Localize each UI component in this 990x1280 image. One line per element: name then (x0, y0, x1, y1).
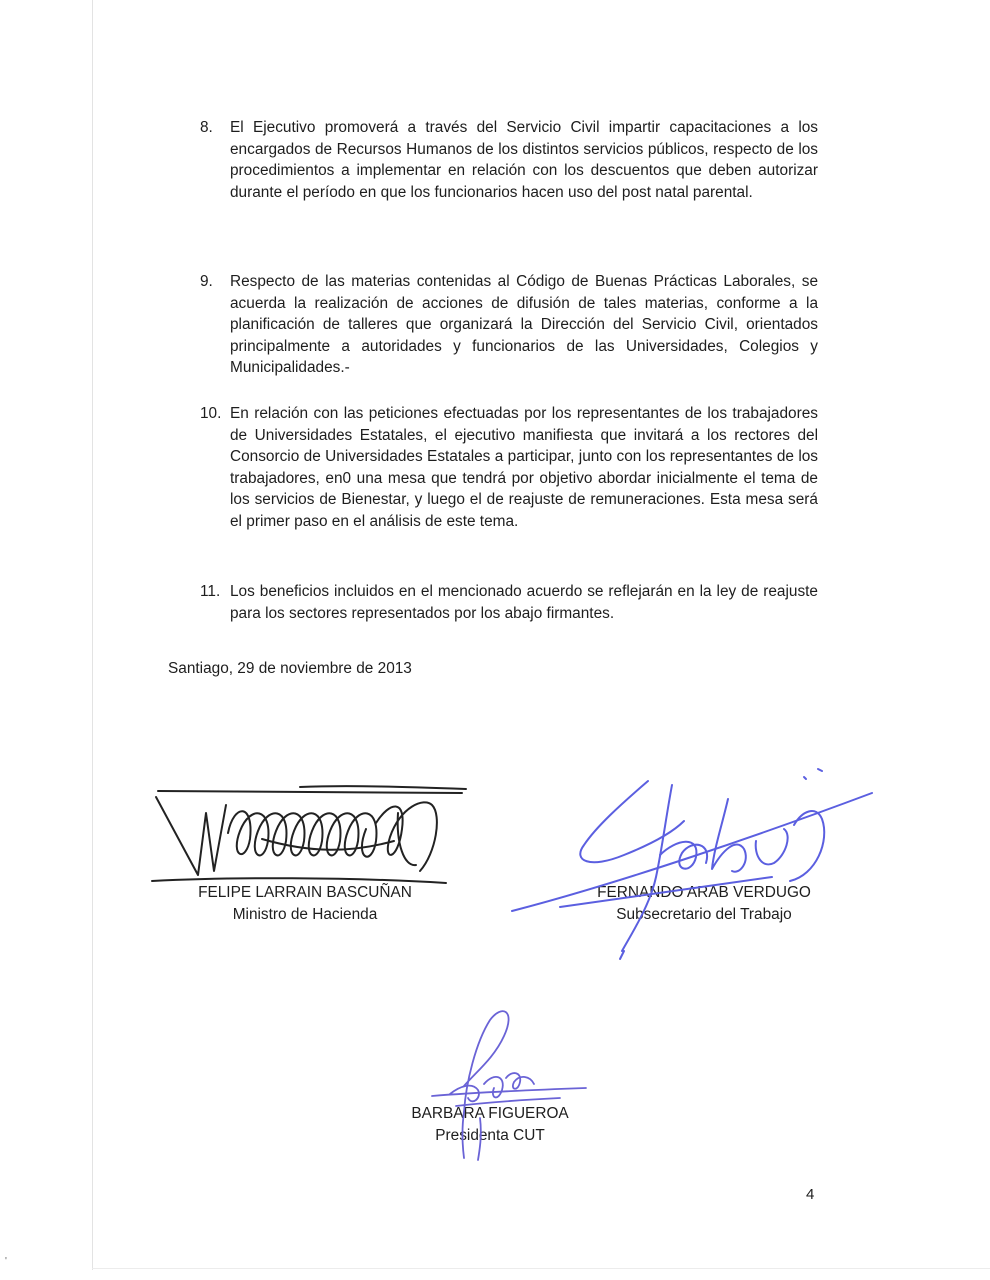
list-item (200, 117, 818, 203)
signatory-title: Subsecretario del Trabajo (616, 906, 792, 923)
signature-arab (500, 765, 880, 965)
signature-larrain (150, 783, 470, 888)
signatory-name: FERNANDO ARAB VERDUGO (597, 884, 811, 901)
item-text: Los beneficios incluidos en el mencionado acuerdo se reflejarán en la ley de reajuste para los sectores representados por los abajo firmantes. (230, 583, 818, 622)
signatory-name: FELIPE LARRAIN BASCUÑAN (198, 884, 412, 901)
page-edge (92, 0, 93, 1270)
item-number: 8. (200, 119, 213, 136)
item-text: El Ejecutivo promoverá a través del Servicio Civil impartir capacitaciones a los encargados de Recursos Humanos de los distintos servicios públicos, respecto de los procedimientos a implementar en relación con los descuentos que deben autorizar durante el período en que los funcionarios hacen uso del post natal parental. (230, 119, 818, 201)
item-number: 11. (200, 583, 221, 600)
item-number: 10. (200, 405, 222, 422)
list-item (200, 271, 818, 379)
page-edge-bottom (92, 1268, 990, 1269)
item-number: 9. (200, 273, 213, 290)
list-item (200, 403, 818, 533)
stray-mark: ' (5, 1256, 7, 1267)
page-number: 4 (806, 1186, 815, 1203)
place-date: Santiago, 29 de noviembre de 2013 (168, 660, 412, 677)
signatory-title: Presidenta CUT (435, 1127, 545, 1144)
signature-block-larrain (160, 882, 450, 926)
item-text: Respecto de las materias contenidas al Código de Buenas Prácticas Laborales, se acuerda la realización de acciones de difusión de tales materias, conforme a la planificación de talleres que organizará la Dirección del Servicio Civil, orientados principalmente a autoridades y funcionarios de las Universidades, Colegios y Municipalidades.- (230, 273, 818, 377)
signatory-name: BARBARA FIGUEROA (411, 1105, 569, 1122)
list-item (200, 581, 818, 624)
signatory-title: Ministro de Hacienda (232, 906, 378, 923)
item-text: En relación con las peticiones efectuadas por los representantes de los trabajadores de Universidades Estatales, el ejecutivo manifiesta que invitará a los rectores del Consorcio de Universidades Estatales a participar, junto con los representantes de los trabajadores, en0 una mesa que tendrá por objetivo abordar inicialmente el tema de los servicios de Bienestar, y luego el de reajuste de remuneraciones. Esta mesa será el primer paso en el análisis de este tema. (230, 405, 818, 530)
signature-figueroa (420, 1002, 590, 1162)
